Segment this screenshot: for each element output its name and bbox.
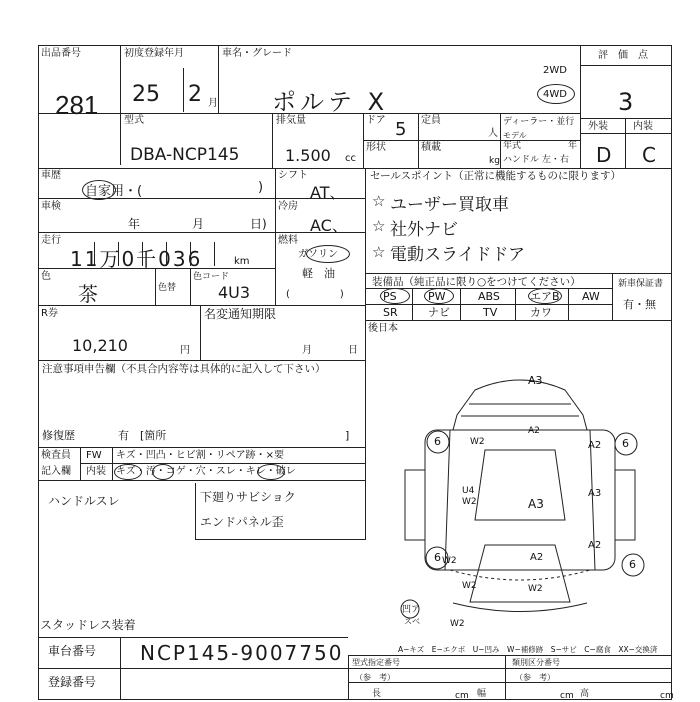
diagram-mark-6-fl: 6 xyxy=(434,435,441,448)
dim-unit-3: cm xyxy=(660,691,674,701)
inspector-interior-row: キズ・汚・コゲ・穴・スレ・キレ・破レ xyxy=(116,466,296,477)
exterior-label: 外装 xyxy=(588,121,608,132)
diagram-mark-a2-right: A2 xyxy=(588,440,602,451)
shape-label: 形状 xyxy=(366,142,386,153)
diagram-mark-w2-trunk: W2 xyxy=(528,584,543,594)
mileage-value: 11万0千036 xyxy=(70,247,203,271)
registration-year: 25 xyxy=(132,82,160,107)
sales-point-star-1: ☆ xyxy=(372,192,386,210)
diagram-mark-w2-bottom: W2 xyxy=(450,619,465,629)
color-value: 茶 xyxy=(78,282,98,306)
repair-value: 有 [箇所 xyxy=(118,429,167,442)
warranty-value: 有・無 xyxy=(623,298,656,311)
bumper-note-2: スベ xyxy=(404,617,420,626)
diagram-mark-6-fr: 6 xyxy=(622,437,629,450)
dim-unit-1: cm xyxy=(455,691,469,701)
model-label: 型式 xyxy=(124,115,144,126)
interior-mark-2 xyxy=(152,464,174,480)
chassis-label: 車台番号 xyxy=(48,644,97,658)
diagram-mark-6-rl: 6 xyxy=(434,551,441,564)
equip-ps: PS xyxy=(383,290,397,303)
equipment-label: 装備品（純正品に限り○をつけてください） xyxy=(372,276,581,288)
diagram-mark-a3-top: A3 xyxy=(528,374,543,387)
history-value: 自家用・( xyxy=(85,184,143,199)
registration-label: 初度登録年月 xyxy=(124,48,184,59)
diagram-mark-w2-left3: W2 xyxy=(442,556,457,566)
repair-close: ] xyxy=(345,429,350,442)
interior-mark-3 xyxy=(257,464,285,480)
fuel-gasoline: ガソリン xyxy=(298,249,338,260)
displacement-label: 排気量 xyxy=(276,115,306,126)
dim-unit-2: cm xyxy=(560,691,574,701)
note-engine: エンドパネル歪 xyxy=(200,515,284,529)
diagram-mark-u4: U4 xyxy=(462,486,475,496)
color-label: 色 xyxy=(41,271,51,282)
inspector-label-2: 記入欄 xyxy=(41,466,71,477)
displacement-value: 1.500 xyxy=(285,146,331,165)
registration-number-label: 登録番号 xyxy=(48,675,97,689)
grade-label: 評 価 点 xyxy=(598,50,648,61)
inspector-fw-label: FW xyxy=(86,450,102,461)
equip-navi: ナビ xyxy=(428,306,450,319)
color-code-label: 色コード xyxy=(193,272,230,282)
dim-height: 高 xyxy=(580,689,590,699)
color-change-label: 色替 xyxy=(158,283,177,293)
equip-tv: TV xyxy=(483,306,498,319)
dealer-label: ディーラー・並行 xyxy=(503,117,575,127)
model-cert-label: 型式指定番号 xyxy=(352,658,400,667)
inspection-year: 年 xyxy=(128,217,141,231)
drive-4wd: 4WD xyxy=(543,89,567,100)
diagram-mark-a2-trunk: A2 xyxy=(530,552,544,563)
caution-label: 注意事項申告欄（不具合内容等は具体的に記入して下さい） xyxy=(42,363,326,375)
equip-aw: AW xyxy=(582,290,600,303)
recycle-value: 10,210 xyxy=(72,336,128,355)
fuel-light-oil: 軽 油 xyxy=(302,267,335,280)
recycle-label: R券 xyxy=(41,308,58,319)
diagram-mark-w2-rear: W2 xyxy=(462,581,477,591)
registration-month: 2 xyxy=(188,82,202,107)
car-diagram xyxy=(365,320,672,635)
note-lower: 下廻りサビショク xyxy=(200,490,296,504)
sales-point-star-2: ☆ xyxy=(372,217,386,235)
note-handle: ハンドルスレ xyxy=(48,494,120,508)
shift-label: シフト xyxy=(278,170,308,181)
notice-label: 名変通知期限 xyxy=(204,307,277,321)
doors-label: ドア xyxy=(366,115,386,126)
inspection-month: 月 xyxy=(192,217,205,231)
interior-mark-1 xyxy=(114,464,142,480)
category-ref: （参 考） xyxy=(515,673,555,682)
displacement-unit: cc xyxy=(345,153,356,164)
capacity-unit: 人 xyxy=(488,128,498,139)
bumper-note: 凹ア xyxy=(402,605,421,615)
sales-points-label: セールスポイント（正常に機能するものに限ります） xyxy=(370,170,622,182)
doors-value: 5 xyxy=(395,119,407,140)
rear-seat-label: 後日本 xyxy=(368,323,398,334)
shift-value: AT、 xyxy=(310,183,346,202)
diagram-mark-a3-center: A3 xyxy=(528,497,544,511)
equip-leather: カワ xyxy=(530,306,552,319)
fuel-label: 燃料 xyxy=(278,235,298,246)
mileage-unit: km xyxy=(234,256,250,267)
notice-month: 月 xyxy=(302,345,312,356)
equip-sr: SR xyxy=(383,306,398,319)
diagram-mark-w2-left2: W2 xyxy=(462,497,477,507)
repair-label: 修復歴 xyxy=(42,429,75,442)
inspector-interior-label: 内装 xyxy=(86,466,106,477)
equip-abs: ABS xyxy=(478,290,500,303)
dim-length: 長 xyxy=(372,689,382,699)
model-year-label2: 年式 xyxy=(503,141,522,151)
model-year-unit: 年 xyxy=(568,141,578,151)
interior-grade: C xyxy=(642,143,656,167)
damage-legend: A−キズ E−エクボ U−凹み W−補修跡 S−サビ C−腐食 XX−交換済 xyxy=(398,645,658,654)
dim-width: 幅 xyxy=(477,689,487,699)
warranty-label: 新車保証書 xyxy=(618,279,664,289)
inspection-label: 車検 xyxy=(41,201,61,212)
model-year-label1: モデル xyxy=(503,131,527,140)
sales-point-2: 社外ナビ xyxy=(390,220,458,240)
color-code: 4U3 xyxy=(218,283,251,302)
fuel-paren: ( ) xyxy=(286,289,344,300)
diagram-mark-6-rr: 6 xyxy=(629,558,636,571)
equip-pw: PW xyxy=(428,290,446,303)
registration-month-unit: 月 xyxy=(208,98,218,109)
interior-label: 内装 xyxy=(633,121,653,132)
diagram-mark-a3-right: A3 xyxy=(588,488,602,499)
model-value: DBA-NCP145 xyxy=(130,145,240,165)
car-name-label: 車名・グレード xyxy=(222,48,292,59)
equip-airbag: エアB xyxy=(530,290,560,303)
diagram-mark-w2-left: W2 xyxy=(470,437,485,447)
history-label: 車歴 xyxy=(41,170,61,181)
mileage-label: 走行 xyxy=(41,235,61,246)
chassis-value: NCP145-9007750 xyxy=(140,641,344,665)
handle-label: ハンドル 左・右 xyxy=(503,155,569,165)
capacity-label: 定員 xyxy=(421,115,441,126)
diagram-mark-a2-roof: A2 xyxy=(528,426,540,436)
sales-point-1: ユーザー買取車 xyxy=(390,195,509,215)
sales-point-star-3: ☆ xyxy=(372,243,386,261)
inspection-day: 日) xyxy=(250,217,267,231)
inspector-fw-row: キズ・凹凸・ヒビ割・リペア跡・×要 xyxy=(116,450,284,461)
recycle-unit: 円 xyxy=(180,345,190,356)
aircon-value: AC、 xyxy=(310,216,348,235)
exterior-grade: D xyxy=(596,143,612,167)
notice-day: 日 xyxy=(348,345,358,356)
inspector-label-1: 検査員 xyxy=(41,450,71,461)
diagram-mark-a2-rear: A2 xyxy=(588,540,602,551)
lot-label: 出品番号 xyxy=(41,48,81,59)
loading-unit: kg xyxy=(489,156,500,166)
grade-score: 3 xyxy=(618,88,634,116)
sales-point-3: 電動スライドドア xyxy=(390,245,525,265)
car-name: ポルテ X xyxy=(272,88,389,116)
drive-2wd: 2WD xyxy=(543,65,567,76)
history-close: ) xyxy=(258,180,264,195)
model-cert-ref: （参 考） xyxy=(355,673,395,682)
loading-label: 積載 xyxy=(421,142,441,153)
lot-number: 281 xyxy=(55,90,99,120)
note-studless: スタッドレス装着 xyxy=(40,618,136,632)
category-label: 類別区分番号 xyxy=(512,658,560,667)
aircon-label: 冷房 xyxy=(278,201,298,212)
